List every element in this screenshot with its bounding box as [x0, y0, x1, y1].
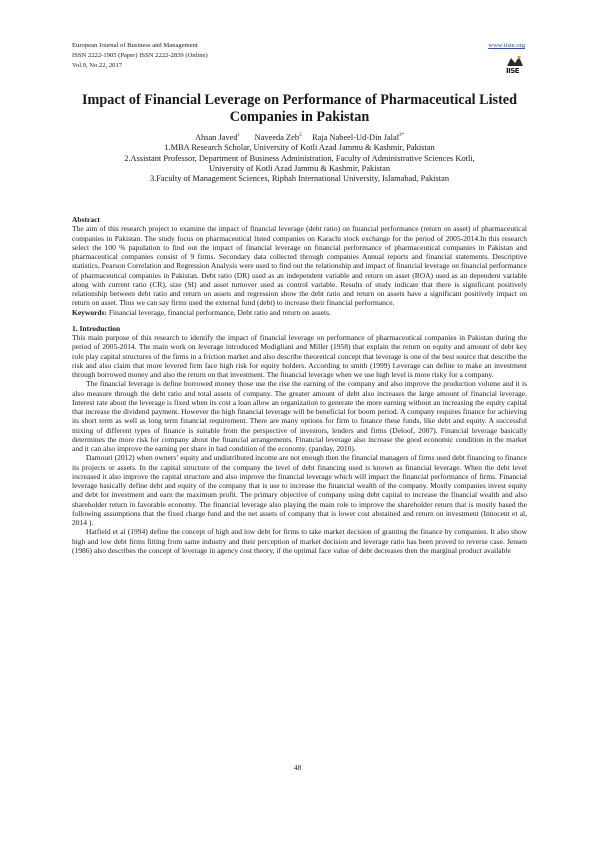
- journal-url-link[interactable]: www.iiste.org: [488, 42, 525, 49]
- keywords-text: Financial leverage, financial performance, Debt ratio and return on assets.: [108, 307, 331, 317]
- abstract-text: The aim of this research project to examine the impact of financial leverage (debt ratio) on financial performance (return on asset) of pharmaceutical companies in Pakistan. The study focus on pharmaceutical listed companies on Karachi stock exchange for the period of 2005-2014.In this research select the 100 % papulation to find out the impact of financial leverage on financial performance of pharmaceutical companies in Pakistan and pharmaceutical companies consist of 9 firms. Secondary data collected through companies Annual reports and financial statements. Descriptive statistics, Pearson Correlation and Regression Analysis were used to find out the relationship and impact of financial leverage on financial performance of pharmaceutical companies in Pakistan. Debt ratio (DR) used as an independent variable and return on asset (ROA) used as an dependent variable along with current ratio (CR), size (SI) and asset turnover used as control variable. Results of study indicate that there is significant positively relationship between debt ratio and return on assets and regression show the debt ratio and return on assets have a significant positively impact on return on asset. Thus we can say firms used the external fund (debt) to increase their financial performance.: [72, 224, 527, 308]
- author-2: Naveeda Zeb: [254, 132, 300, 142]
- journal-issn: ISSN 2222-1905 (Paper) ISSN 2222-2839 (Online): [72, 52, 208, 59]
- intro-paragraph-2: The financial leverage is define borrowed money those use the rise the earning of the company and also improve the production volume and it is also measure through the debt ratio and total assets of company. The greater amount of debt also increases the large amount of financial leverage. Interest rate about the leverage is fixed when its cost a loan allow an organization to generate the more earning without an increasing the equity capital that increase the dividend payment. However the high financial leverage will be beneficial for boom period. A company requires finance for achieving its short term as well as long term financial requirement. There are many options for firm to finance these funds, like debt and equity. A successful mixing of different types of finance is suitable from the perspective of investors, lenders and firms (Deloof, 2007). Financial leverage basically determines the more risk for company about the financial arrangements. Financial leverage also increase the good economic condition in the market and it can also improve the earning per share in bad condition of the economy. (panday, 2010).: [72, 379, 527, 453]
- intro-paragraph-1: This main purpose of this research to identify the impact of financial leverage on performance of pharmaceutical companies in Pakistan during the period of 2005-2014. The main work on leverage introduced Modigliani and Miller (1958) that explain the return on equity and amount of debt key role play capital structures of the firms in a friction market and also describe theoretical concept that leverage is one of the best source that describe the risk and also claim that more levered firm face high risk for equity holders. According to smith (1999) Leverage can define to make an investment through borrowed money and also the return on that investment. The financial leverage when we use high level is more risky for a company.: [72, 333, 527, 379]
- journal-volume: Vol.9, No.22, 2017: [72, 62, 123, 69]
- author-1-sup: 1: [237, 133, 241, 138]
- affiliation-1: 1.MBA Research Scholar, University of Kotli Azad Jammu & Kashmir, Pakistan: [164, 143, 435, 153]
- intro-paragraph-3: Damouri (2012) when owners’ equity and undistributed income are not enough then the financial managers of firms used debt financing to finance its projects or assets. In the capital structure of the company the level of debt financing used is known as financial leverage. When the debt level increased it also improve the capital structure and also improve the financial leverage which will impact the financial performance of firms. Financial leverage basically define debt and equity of the company that is use to increase the financial wealth of the company. Mostly companies invest equity and debt for investment and earn the maximum profit. The primary objective of company using debt capital to increase the financial wealth and also shareholder return in favorable economy. The financial leverage also playing the main role to improve the shareholder return that is mostly based the following assumptions that the fixed charge fund and the net assets of company that is lower cost abstained and return on investment (Innocent et al, 2014 ).: [72, 453, 527, 527]
- iiste-logo: [506, 55, 524, 77]
- journal-name: European Journal of Business and Management: [72, 42, 198, 49]
- author-1: Ahsan Javed: [194, 132, 238, 142]
- affiliation-2-cont: University of Kotli Azad Jammu & Kashmir, Pakistan: [208, 164, 391, 174]
- author-2-sup: 2: [299, 133, 302, 138]
- author-block: [72, 131, 527, 185]
- intro-paragraph-4: Hatfield et al (1994) define the concept of high and low debt for firms to take market decision of granting the finance by companies. It also show high and low debt firms fitting from same industry and their perception of market decision and leverage ratio has been proved to reverse case. Jensen (1986) also describes the concept of leverage in agency cost theory, if the optimal face value of debt decreases then the marginal product available: [72, 527, 527, 555]
- affiliation-2: 2.Assistant Professor, Department of Business Administration, Faculty of Administrative Sciences Kotli,: [124, 153, 475, 163]
- affiliation-3: 3.Faculty of Management Sciences, Riphah International University, Islamabad, Pakistan: [149, 174, 450, 184]
- paper-title: Impact of Financial Leverage on Performance of Pharmaceutical Listed Companies in Pakistan: [82, 92, 517, 125]
- keywords-line: [72, 308, 527, 317]
- keywords-label: Keywords:: [72, 307, 107, 317]
- iiste-logo-icon: [506, 55, 524, 67]
- page-number: 48: [293, 763, 302, 772]
- author-3-sup: 3*: [399, 133, 405, 138]
- author-3: Raja Nabeel-Ud-Din Jalal: [312, 132, 400, 142]
- author-names: [72, 131, 527, 143]
- intro-heading: 1. Introduction: [72, 323, 121, 333]
- journal-header: [72, 41, 527, 71]
- paper-body: [72, 215, 527, 555]
- abstract-heading: Abstract: [72, 215, 100, 224]
- logo-lettering: IISE: [506, 67, 520, 75]
